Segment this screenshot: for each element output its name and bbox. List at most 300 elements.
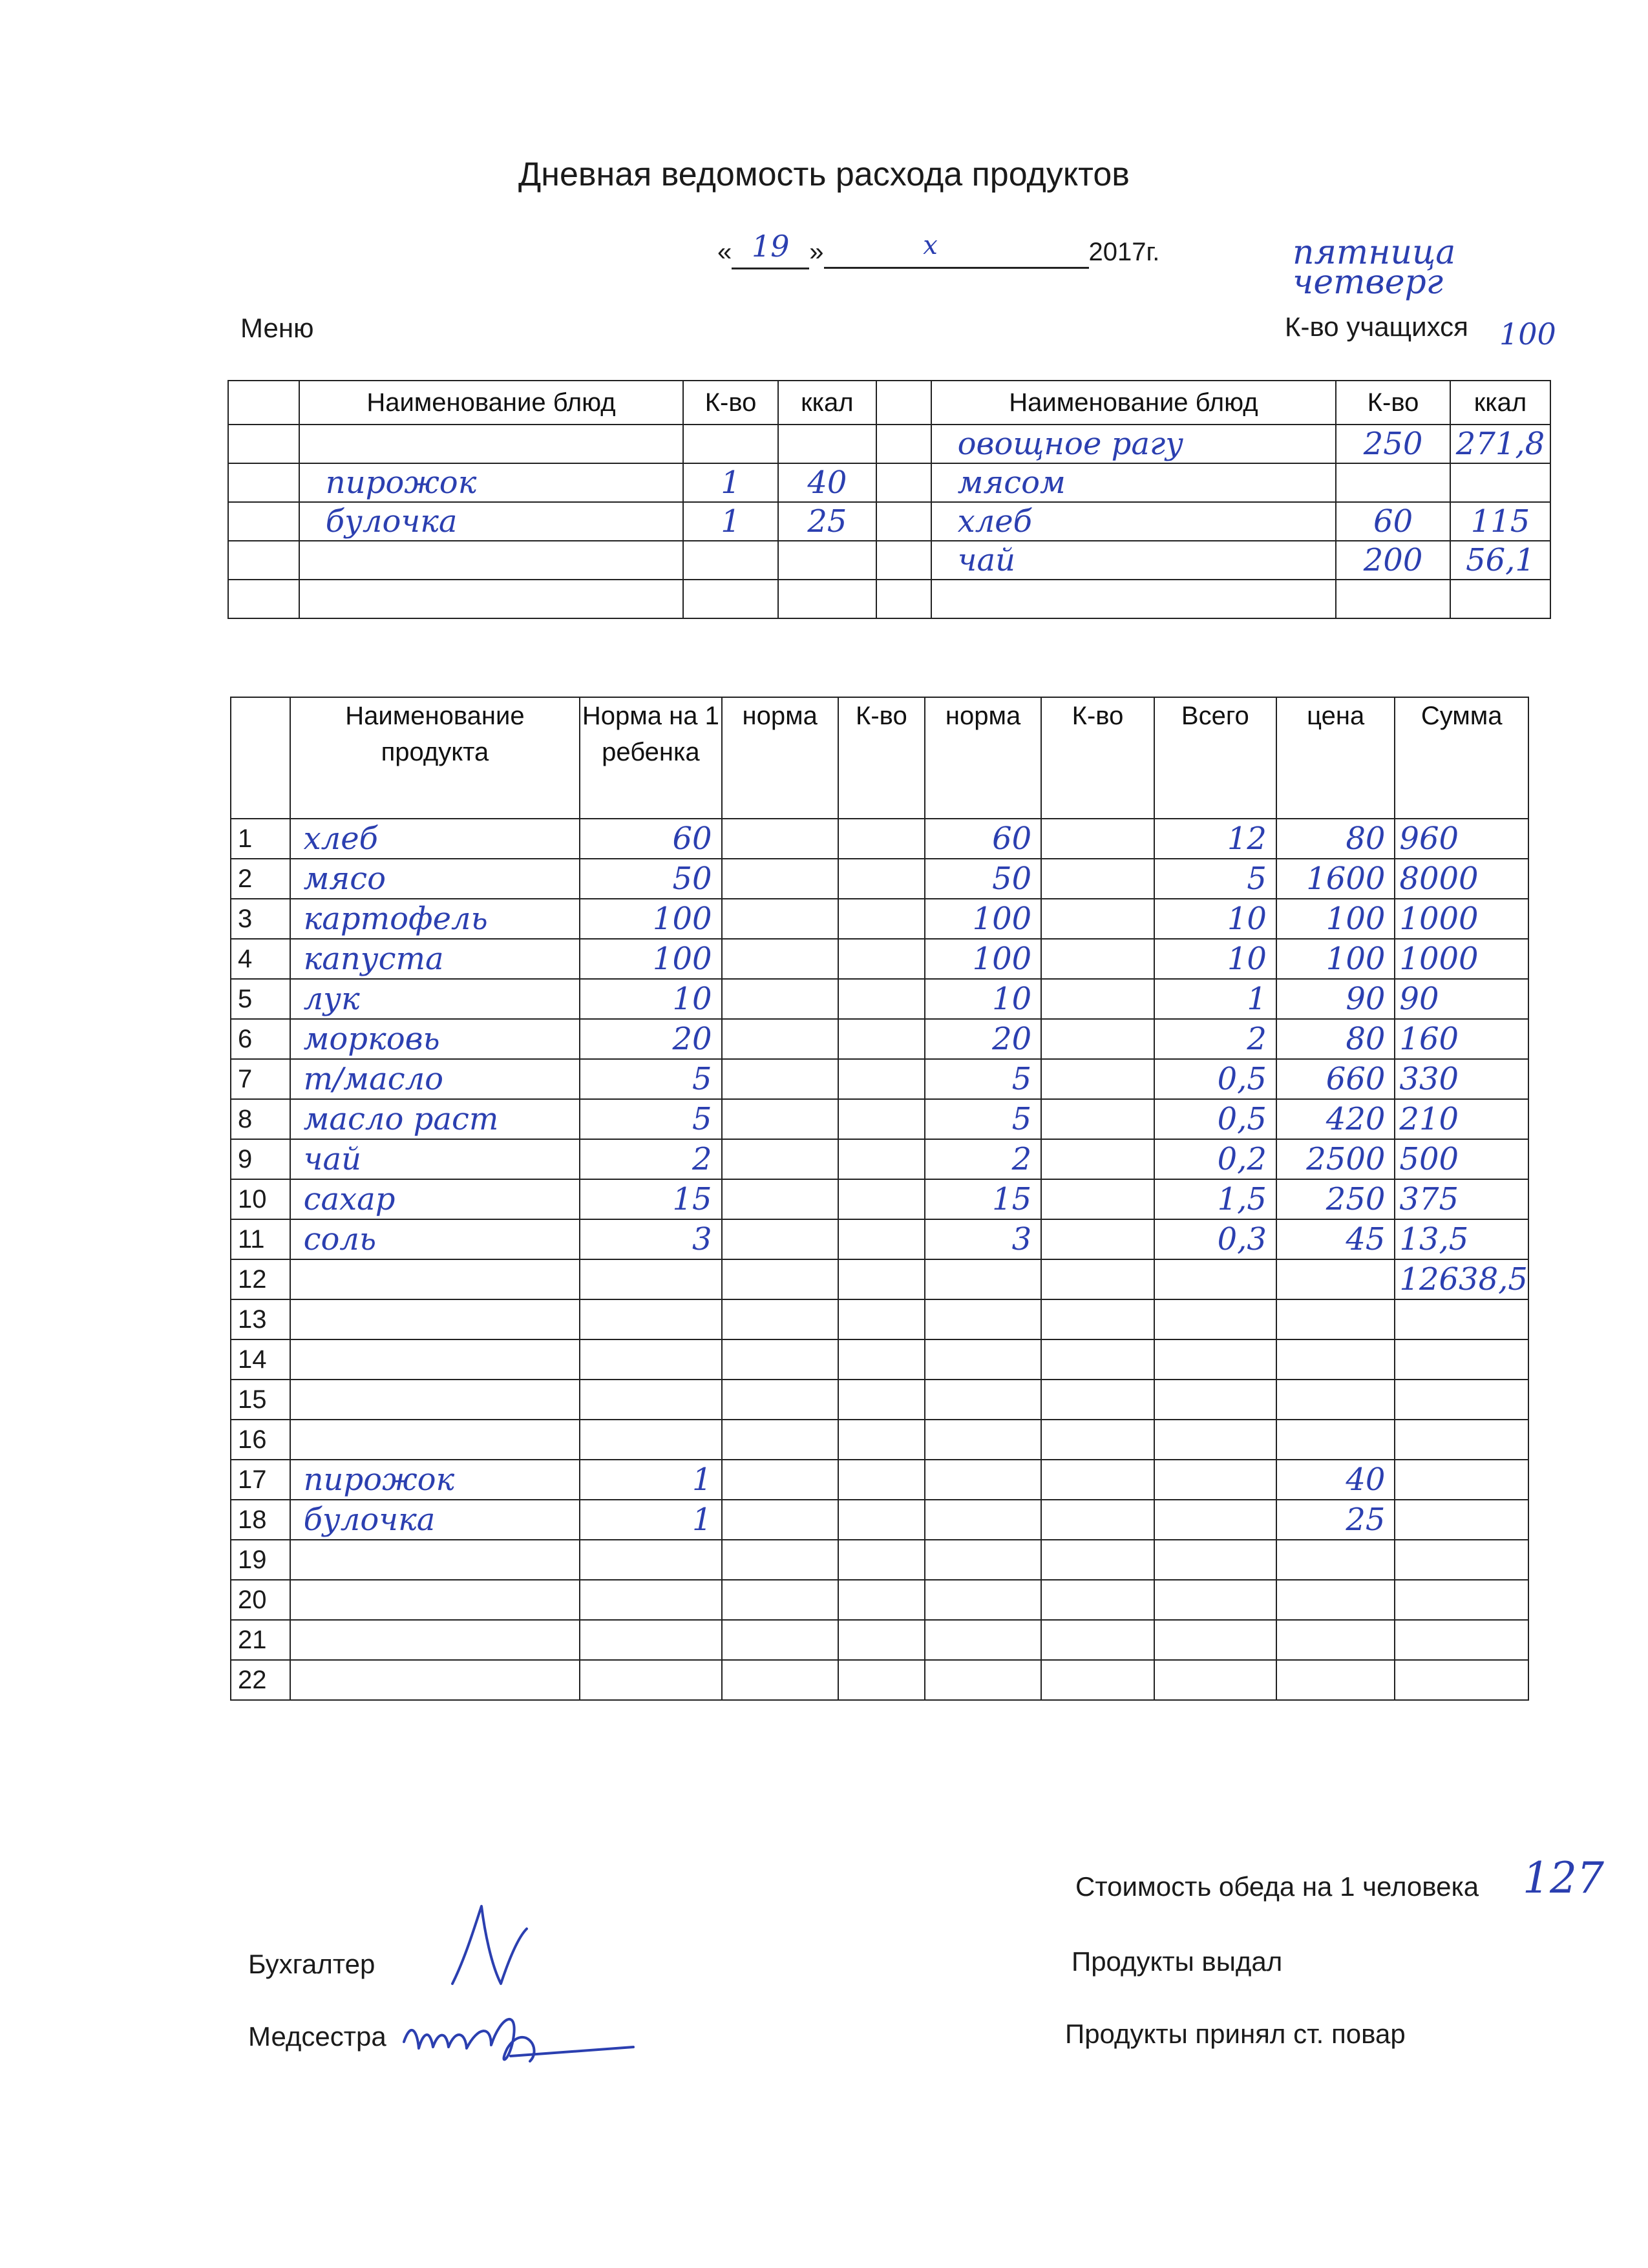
product-cell-norm2: [925, 1540, 1041, 1580]
menu-row: [228, 580, 1550, 618]
menu-cell: [299, 541, 683, 580]
product-cell-c6: [1041, 1339, 1154, 1380]
menu-cell: [1336, 580, 1450, 618]
product-row: [231, 1179, 1528, 1219]
product-cell-n: [231, 1139, 290, 1179]
product-row: [231, 1540, 1528, 1580]
menu-cell: [778, 580, 876, 618]
menu-cell: [876, 463, 931, 502]
menu-day-note: пятница четверг: [1293, 233, 1456, 302]
menu-cell: [778, 541, 876, 580]
product-cell-n: [231, 1620, 290, 1660]
menu-row: [228, 541, 1550, 580]
product-cell-total: [1154, 1299, 1276, 1339]
product-sum-value: 960: [1399, 821, 1459, 857]
menu-cell: [683, 580, 778, 618]
product-row: [231, 899, 1528, 939]
product-name-value: лук: [303, 981, 360, 1017]
product-cell-sum: [1395, 1299, 1528, 1339]
product-cell-norm1: [580, 1580, 721, 1620]
product-cell-c3: [722, 1259, 838, 1299]
product-cell-price: [1276, 1019, 1395, 1059]
product-cell-name: [290, 1179, 580, 1219]
menu-cell: [228, 502, 299, 541]
product-cell-norm1: [580, 1139, 721, 1179]
product-row: [231, 1019, 1528, 1059]
product-cell-sum: [1395, 1179, 1528, 1219]
product-cell-name: [290, 1059, 580, 1099]
row-number: 10: [238, 1184, 267, 1213]
received-label: Продукты принял ст. повар: [1065, 2019, 1406, 2049]
menu-cell: [931, 463, 1336, 502]
row-number: 11: [238, 1224, 265, 1254]
product-norm2-value: 50: [992, 861, 1032, 897]
product-cell-name: [290, 1019, 580, 1059]
product-cell-total: [1154, 1339, 1276, 1380]
menu-header-cell: Наименование блюд: [931, 381, 1336, 425]
product-price-value: 100: [1326, 901, 1386, 937]
product-cell-sum: [1395, 1540, 1528, 1580]
product-norm2-value: 10: [992, 981, 1032, 1017]
row-number: 6: [238, 1024, 253, 1053]
product-cell-c6: [1041, 1380, 1154, 1420]
nurse-label: Медсестра: [248, 2021, 386, 2052]
product-cell-total: [1154, 1259, 1276, 1299]
product-cell-name: [290, 1380, 580, 1420]
product-cell-c4: [838, 1259, 925, 1299]
product-cell-c6: [1041, 1500, 1154, 1540]
product-norm1-value: 100: [652, 941, 712, 977]
product-cell-norm1: [580, 1219, 721, 1259]
menu-cell: [1336, 425, 1450, 463]
menu-cell: [876, 541, 931, 580]
row-number: 17: [238, 1465, 267, 1494]
menu-cell-value: 271,8: [1455, 426, 1545, 462]
product-cell-sum: [1395, 1099, 1528, 1139]
product-cell-c3: [722, 1339, 838, 1380]
product-cell-price: [1276, 1500, 1395, 1540]
menu-cell-value: булочка: [325, 503, 458, 540]
date-close-quote: »: [809, 238, 824, 266]
product-norm2-value: 100: [972, 941, 1032, 977]
menu-cell: [683, 425, 778, 463]
product-header-cell: цена: [1276, 697, 1395, 819]
menu-cell: [1450, 463, 1550, 502]
cost-label: Стоимость обеда на 1 человека: [1075, 1871, 1479, 1902]
product-cell-total: [1154, 1380, 1276, 1420]
product-norm1-value: 100: [652, 901, 712, 937]
product-total-value: 0,3: [1217, 1221, 1267, 1257]
product-norm1-value: 50: [672, 861, 712, 897]
product-cell-c4: [838, 979, 925, 1019]
row-number: 19: [238, 1545, 267, 1574]
product-cell-c4: [838, 1179, 925, 1219]
product-cell-price: [1276, 1660, 1395, 1700]
menu-cell: [299, 463, 683, 502]
menu-cell: [778, 502, 876, 541]
product-row: [231, 1500, 1528, 1540]
product-total-value: 12: [1227, 821, 1267, 857]
product-cell-c3: [722, 1620, 838, 1660]
product-price-value: 2500: [1306, 1141, 1386, 1177]
product-cell-sum: [1395, 1339, 1528, 1380]
product-cell-c4: [838, 1019, 925, 1059]
menu-cell-value: 40: [807, 465, 847, 501]
product-cell-c4: [838, 1500, 925, 1540]
product-cell-c4: [838, 1580, 925, 1620]
product-cell-norm2: [925, 1099, 1041, 1139]
product-cell-c6: [1041, 1099, 1154, 1139]
product-cell-c6: [1041, 1219, 1154, 1259]
product-cell-total: [1154, 1500, 1276, 1540]
product-price-value: 660: [1326, 1061, 1386, 1097]
product-cell-total: [1154, 1460, 1276, 1500]
product-header-cell: норма: [925, 697, 1041, 819]
menu-cell: [1450, 580, 1550, 618]
product-cell-norm1: [580, 1299, 721, 1339]
product-total-value: 0,5: [1217, 1101, 1267, 1137]
product-cell-total: [1154, 1019, 1276, 1059]
product-cell-norm2: [925, 1219, 1041, 1259]
product-norm1-value: 2: [692, 1141, 712, 1177]
product-cell-sum: [1395, 939, 1528, 979]
product-cell-n: [231, 899, 290, 939]
product-cell-name: [290, 1139, 580, 1179]
product-cell-norm2: [925, 859, 1041, 899]
product-cell-norm1: [580, 1259, 721, 1299]
product-norm2-value: 3: [1011, 1221, 1032, 1257]
product-cell-price: [1276, 1259, 1395, 1299]
product-cell-c6: [1041, 1019, 1154, 1059]
menu-header-cell: Наименование блюд: [299, 381, 683, 425]
product-norm1-value: 3: [692, 1221, 712, 1257]
product-norm1-value: 1: [692, 1462, 712, 1498]
product-cell-c4: [838, 1339, 925, 1380]
product-table: [230, 697, 1529, 1701]
product-cell-c6: [1041, 899, 1154, 939]
product-cell-total: [1154, 1540, 1276, 1580]
product-name-value: морковь: [303, 1021, 440, 1057]
product-sum-value: 13,5: [1399, 1221, 1469, 1257]
menu-cell-value: чай: [957, 542, 1016, 578]
product-row: [231, 1380, 1528, 1420]
product-name-value: пирожок: [303, 1462, 455, 1498]
product-cell-c3: [722, 1580, 838, 1620]
product-cell-norm1: [580, 1099, 721, 1139]
product-cell-norm1: [580, 1620, 721, 1660]
row-number: 2: [238, 864, 253, 893]
date-open-quote: «: [717, 238, 732, 266]
product-cell-c4: [838, 1139, 925, 1179]
product-norm1-value: 5: [692, 1061, 712, 1097]
product-cell-name: [290, 859, 580, 899]
product-total-value: 1: [1247, 981, 1267, 1017]
product-row: [231, 1139, 1528, 1179]
menu-cell-value: пирожок: [325, 465, 477, 501]
product-cell-norm2: [925, 1299, 1041, 1339]
date-day-field: [732, 229, 809, 269]
product-cell-price: [1276, 979, 1395, 1019]
product-cell-sum: [1395, 1500, 1528, 1540]
product-cell-norm2: [925, 1620, 1041, 1660]
product-cell-c4: [838, 1299, 925, 1339]
product-cell-sum: [1395, 1019, 1528, 1059]
menu-header-cell: ккал: [778, 381, 876, 425]
menu-cell: [1336, 541, 1450, 580]
product-cell-total: [1154, 1420, 1276, 1460]
product-cell-c4: [838, 1460, 925, 1500]
product-cell-price: [1276, 1420, 1395, 1460]
product-cell-name: [290, 1580, 580, 1620]
menu-cell: [683, 463, 778, 502]
product-header-cell: Всего: [1154, 697, 1276, 819]
product-cell-name: [290, 1099, 580, 1139]
product-row: [231, 1059, 1528, 1099]
menu-row: [228, 502, 1550, 541]
product-row: [231, 1420, 1528, 1460]
menu-header-cell: ккал: [1450, 381, 1550, 425]
product-cell-total: [1154, 1219, 1276, 1259]
product-cell-n: [231, 1540, 290, 1580]
menu-cell: [299, 425, 683, 463]
product-cell-c3: [722, 1299, 838, 1339]
product-cell-sum: [1395, 1380, 1528, 1420]
product-total-value: 0,2: [1217, 1141, 1267, 1177]
product-cell-total: [1154, 1139, 1276, 1179]
product-row: [231, 1620, 1528, 1660]
product-cell-price: [1276, 859, 1395, 899]
product-cell-total: [1154, 979, 1276, 1019]
product-table-header: [231, 697, 1528, 819]
menu-cell-value: 250: [1363, 426, 1423, 462]
row-number: 5: [238, 984, 253, 1013]
product-cell-sum: [1395, 899, 1528, 939]
product-cell-name: [290, 979, 580, 1019]
date-day: 19: [751, 229, 790, 264]
menu-cell-value: 115: [1470, 503, 1530, 540]
product-cell-name: [290, 819, 580, 859]
product-cell-name: [290, 1219, 580, 1259]
product-total-value: 0,5: [1217, 1061, 1267, 1097]
product-row: [231, 1339, 1528, 1380]
product-cell-price: [1276, 819, 1395, 859]
product-name-value: масло раст: [303, 1101, 499, 1137]
product-sum-value: 1000: [1399, 941, 1479, 977]
product-header-cell: Норма на 1 ребенка: [580, 697, 721, 819]
product-cell-norm1: [580, 1460, 721, 1500]
product-header-cell: К-во: [1041, 697, 1154, 819]
product-cell-c4: [838, 1099, 925, 1139]
product-cell-c3: [722, 1380, 838, 1420]
menu-cell-value: мясом: [957, 465, 1066, 501]
product-cell-norm1: [580, 1540, 721, 1580]
product-cell-c6: [1041, 1299, 1154, 1339]
product-norm1-value: 5: [692, 1101, 712, 1137]
menu-label: Меню: [240, 313, 314, 343]
product-sum-value: 1000: [1399, 901, 1479, 937]
product-sum-value: 375: [1399, 1181, 1459, 1217]
product-cell-norm2: [925, 899, 1041, 939]
product-name-value: булочка: [303, 1502, 436, 1538]
product-total-value: 10: [1227, 941, 1267, 977]
product-cell-c3: [722, 899, 838, 939]
product-cell-price: [1276, 1219, 1395, 1259]
product-norm2-value: 15: [992, 1181, 1032, 1217]
product-price-value: 25: [1346, 1502, 1386, 1538]
product-cell-price: [1276, 1580, 1395, 1620]
product-cell-c3: [722, 1420, 838, 1460]
product-cell-c6: [1041, 939, 1154, 979]
product-cell-n: [231, 1059, 290, 1099]
students-label: К-во учащихся: [1285, 311, 1468, 342]
product-cell-price: [1276, 1380, 1395, 1420]
product-price-value: 100: [1326, 941, 1386, 977]
product-cell-sum: [1395, 1580, 1528, 1620]
product-norm2-value: 100: [972, 901, 1032, 937]
product-cell-c4: [838, 939, 925, 979]
row-number: 9: [238, 1144, 253, 1173]
product-row: [231, 979, 1528, 1019]
product-name-value: картофель: [303, 901, 488, 937]
product-cell-c4: [838, 819, 925, 859]
menu-cell-value: 56,1: [1466, 542, 1535, 578]
product-cell-name: [290, 1259, 580, 1299]
product-header-cell: норма: [722, 697, 838, 819]
product-cell-c3: [722, 939, 838, 979]
row-number: 7: [238, 1064, 253, 1093]
product-cell-c6: [1041, 1259, 1154, 1299]
product-cell-price: [1276, 1460, 1395, 1500]
product-cell-c6: [1041, 819, 1154, 859]
product-cell-norm1: [580, 1500, 721, 1540]
cost-value: 127: [1523, 1853, 1604, 1903]
product-cell-c6: [1041, 859, 1154, 899]
product-cell-total: [1154, 1660, 1276, 1700]
product-row: [231, 1299, 1528, 1339]
menu-cell: [1450, 502, 1550, 541]
product-norm2-value: 5: [1011, 1061, 1032, 1097]
menu-cell: [931, 541, 1336, 580]
menu-cell: [1336, 502, 1450, 541]
product-cell-price: [1276, 1059, 1395, 1099]
menu-cell-value: 1: [721, 465, 741, 501]
product-cell-price: [1276, 1179, 1395, 1219]
product-cell-norm1: [580, 1339, 721, 1380]
product-cell-norm2: [925, 1660, 1041, 1700]
product-cell-norm1: [580, 819, 721, 859]
product-cell-name: [290, 1660, 580, 1700]
product-cell-norm2: [925, 1259, 1041, 1299]
product-name-value: мясо: [303, 861, 386, 897]
product-total-value: 1,5: [1217, 1181, 1267, 1217]
product-cell-total: [1154, 859, 1276, 899]
menu-cell: [778, 463, 876, 502]
row-number: 18: [238, 1505, 267, 1534]
product-cell-c3: [722, 1460, 838, 1500]
product-norm1-value: 10: [672, 981, 712, 1017]
product-cell-c3: [722, 1500, 838, 1540]
product-cell-norm2: [925, 1179, 1041, 1219]
product-cell-c6: [1041, 1460, 1154, 1500]
row-number: 15: [238, 1385, 267, 1414]
product-name-value: хлеб: [303, 821, 378, 857]
product-cell-price: [1276, 1540, 1395, 1580]
product-cell-c4: [838, 859, 925, 899]
product-cell-c4: [838, 1540, 925, 1580]
product-row: [231, 819, 1528, 859]
product-cell-sum: [1395, 1420, 1528, 1460]
product-row: [231, 1099, 1528, 1139]
menu-cell-value: овощное рагу: [957, 426, 1184, 462]
product-cell-name: [290, 1299, 580, 1339]
product-cell-norm2: [925, 1339, 1041, 1380]
product-cell-c6: [1041, 1660, 1154, 1700]
product-cell-n: [231, 1299, 290, 1339]
product-cell-name: [290, 1420, 580, 1460]
menu-cell-value: 1: [721, 503, 741, 540]
product-header-cell: Наименование продукта: [290, 697, 580, 819]
product-cell-c3: [722, 1179, 838, 1219]
menu-cell: [228, 425, 299, 463]
row-number: 3: [238, 904, 253, 933]
product-sum-value: 500: [1399, 1141, 1459, 1177]
menu-cell: [876, 425, 931, 463]
menu-cell: [1450, 541, 1550, 580]
menu-cell-value: хлеб: [957, 503, 1032, 540]
menu-cell: [931, 502, 1336, 541]
product-norm1-value: 60: [672, 821, 712, 857]
product-cell-total: [1154, 1620, 1276, 1660]
product-cell-c4: [838, 1620, 925, 1660]
row-number: 12: [238, 1265, 267, 1294]
product-price-value: 420: [1326, 1101, 1386, 1137]
product-cell-n: [231, 1420, 290, 1460]
menu-cell: [683, 541, 778, 580]
menu-cell: [931, 425, 1336, 463]
product-cell-n: [231, 1580, 290, 1620]
product-cell-norm2: [925, 1059, 1041, 1099]
product-cell-norm2: [925, 1580, 1041, 1620]
product-row: [231, 1259, 1528, 1299]
product-header-cell: К-во: [838, 697, 925, 819]
product-cell-n: [231, 1019, 290, 1059]
product-norm2-value: 5: [1011, 1101, 1032, 1137]
product-cell-norm1: [580, 1019, 721, 1059]
product-cell-total: [1154, 1059, 1276, 1099]
product-cell-name: [290, 1460, 580, 1500]
product-cell-n: [231, 1259, 290, 1299]
product-cell-c3: [722, 1099, 838, 1139]
menu-header-cell: [228, 381, 299, 425]
product-header-cell: [231, 697, 290, 819]
row-number: 22: [238, 1665, 267, 1694]
product-cell-norm2: [925, 1500, 1041, 1540]
product-row: [231, 1660, 1528, 1700]
product-cell-sum: [1395, 1660, 1528, 1700]
product-cell-norm1: [580, 1059, 721, 1099]
menu-row: [228, 463, 1550, 502]
product-name-value: чай: [303, 1141, 361, 1177]
product-price-value: 40: [1346, 1462, 1386, 1498]
product-total-value: 10: [1227, 901, 1267, 937]
product-header-cell: Сумма: [1395, 697, 1528, 819]
menu-cell: [228, 580, 299, 618]
product-cell-c6: [1041, 1540, 1154, 1580]
page-title: Дневная ведомость расхода продуктов: [518, 156, 1130, 193]
product-cell-total: [1154, 819, 1276, 859]
product-cell-n: [231, 1660, 290, 1700]
product-norm1-value: 15: [672, 1181, 712, 1217]
